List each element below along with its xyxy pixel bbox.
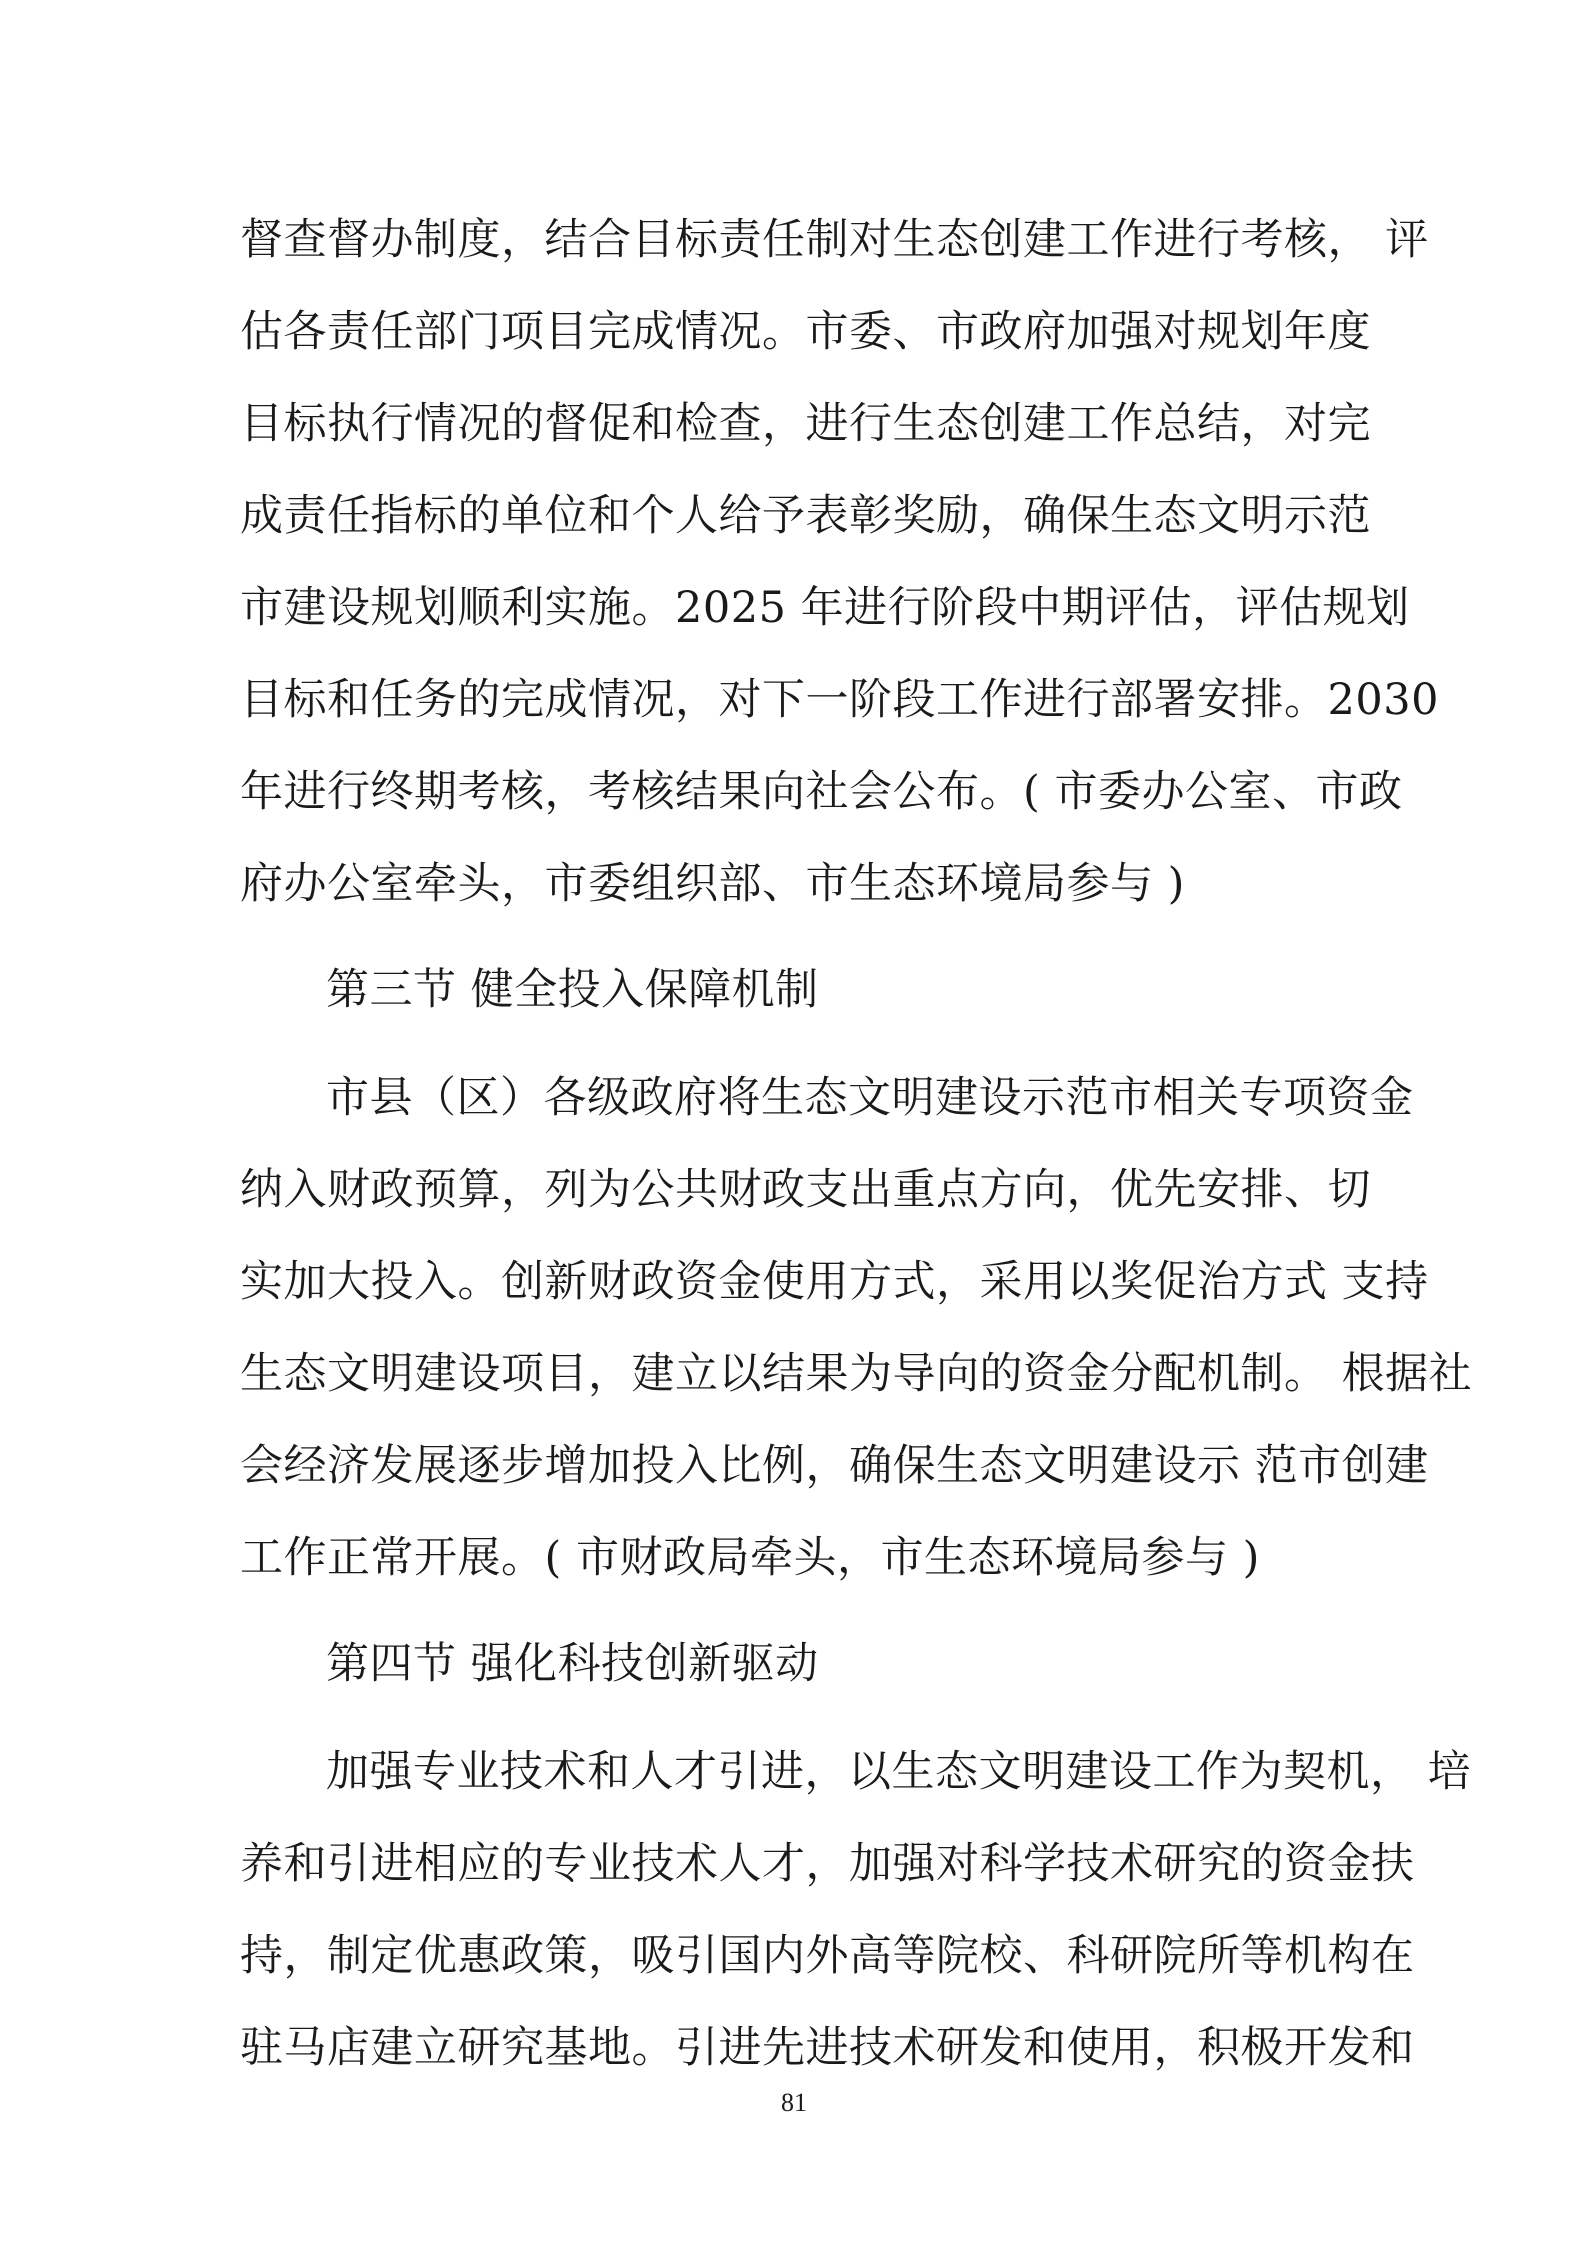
paragraph-line: 年进行终期考核，考核结果向社会公布。( 市委办公室、市政 (240, 767, 1403, 817)
paragraph-line: 实加大投入。创新财政资金使用方式，采用以奖促治方式 支持 (240, 1257, 1429, 1307)
paragraph-line: 生态文明建设项目，建立以结果为导向的资金分配机制。 根据社 (240, 1349, 1473, 1399)
page-number: 81 (781, 2088, 807, 2117)
paragraph-line: 府办公室牵头，市委组织部、市生态环境局参与 ) (240, 859, 1185, 909)
paragraph-line: 估各责任部门项目完成情况。市委、市政府加强对规划年度 (240, 307, 1371, 357)
paragraph-line: 驻马店建立研究基地。引进先进技术研发和使用，积极开发和 (240, 2023, 1415, 2073)
paragraph-line: 目标和任务的完成情况，对下一阶段工作进行部署安排。2030 (240, 675, 1439, 725)
paragraph-line: 督查督办制度，结合目标责任制对生态创建工作进行考核， 评 (240, 215, 1429, 265)
paragraph-line: 市县（区）各级政府将生态文明建设示范市相关专项资金 (326, 1073, 1414, 1123)
paragraph-line: 纳入财政预算，列为公共财政支出重点方向，优先安排、切 (240, 1165, 1371, 1215)
paragraph-line: 会经济发展逐步增加投入比例，确保生态文明建设示 范市创建 (240, 1441, 1429, 1491)
paragraph-line: 成责任指标的单位和个人给予表彰奖励，确保生态文明示范 (240, 491, 1371, 541)
paragraph-line: 市建设规划顺利实施。2025 年进行阶段中期评估，评估规划 (240, 583, 1410, 633)
section-heading-4: 第四节 强化科技创新驱动 (326, 1639, 819, 1689)
paragraph-line: 目标执行情况的督促和检查，进行生态创建工作总结，对完 (240, 399, 1371, 449)
paragraph-line: 加强专业技术和人才引进，以生态文明建设工作为契机， 培 (326, 1747, 1472, 1797)
section-heading-3: 第三节 健全投入保障机制 (326, 965, 819, 1015)
paragraph-line: 养和引进相应的专业技术人才，加强对科学技术研究的资金扶 (240, 1839, 1415, 1889)
paragraph-line: 工作正常开展。( 市财政局牵头，市生态环境局参与 ) (240, 1533, 1260, 1583)
paragraph-line: 持，制定优惠政策，吸引国内外高等院校、科研院所等机构在 (240, 1931, 1415, 1981)
